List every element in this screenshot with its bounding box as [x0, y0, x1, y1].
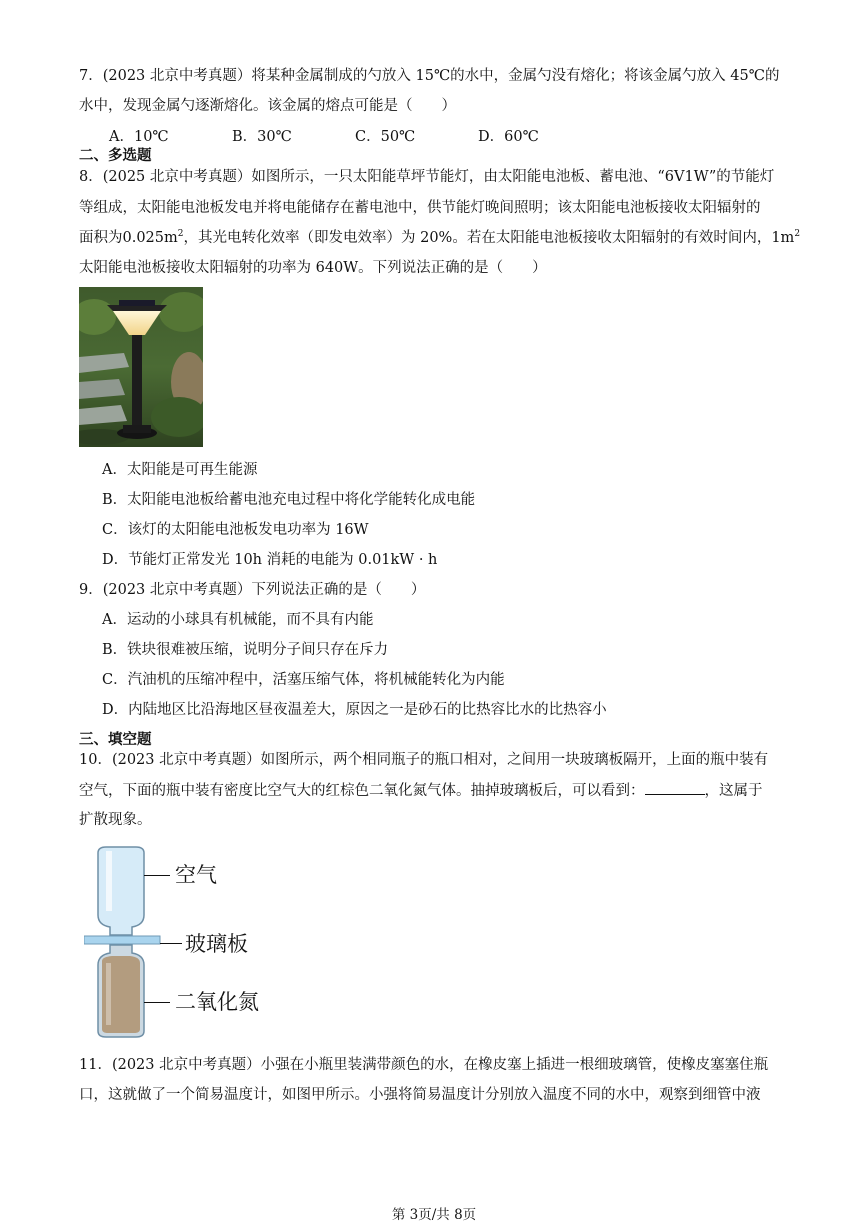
q8-option-c: C．该灯的太阳能电池板发电功率为 16W	[102, 522, 369, 538]
q8-line3-superscript-2: 2	[794, 229, 801, 240]
q9-option-a: A．运动的小球具有机械能，而不具有内能	[102, 612, 374, 628]
leader-line-glass-plate	[160, 943, 182, 944]
q8-line4: 太阳能电池板接收太阳辐射的功率为 640W。下列说法正确的是（ ）	[79, 260, 547, 276]
leader-line-air	[144, 875, 170, 876]
q8-line3	[79, 228, 800, 248]
q7-option-b: B．30℃	[232, 129, 292, 145]
q10-line2	[79, 780, 763, 801]
answer-blank[interactable]	[645, 780, 705, 795]
q7-option-d: D．60℃	[478, 129, 539, 145]
solar-lawn-lamp-photo	[79, 287, 203, 447]
q10-line2-suffix: ，这属于	[704, 783, 763, 799]
q11-line1: 11．(2023 北京中考真题）小强在小瓶里装满带颜色的水，在橡皮塞上插进一根细玻璃管，使橡皮塞塞住瓶	[79, 1057, 769, 1073]
q8-line3-part-b: ，其光电转化效率（即发电效率）为 20%。若在太阳能电池板接收太阳辐射的有效时间内，1m	[183, 230, 795, 246]
q8-option-a: A．太阳能是可再生能源	[102, 462, 258, 478]
page-footer: 第 3页/共 8页	[391, 1207, 477, 1223]
q8-line3-part-a: 面积为0.025m	[79, 230, 178, 246]
q10-line3: 扩散现象。	[79, 812, 152, 828]
q8-option-b: B．太阳能电池板给蓄电池充电过程中将化学能转化成电能	[102, 492, 476, 508]
q10-line1: 10．(2023 北京中考真题）如图所示，两个相同瓶子的瓶口相对，之间用一块玻璃板隔开，上面的瓶中装有	[79, 752, 769, 768]
bottle-diffusion-figure	[84, 845, 280, 1041]
q7-line2: 水中，发现金属勺逐渐熔化。该金属的熔点可能是（ ）	[79, 98, 456, 114]
label-glass-plate: 玻璃板	[185, 932, 248, 956]
q7-option-a: A．10℃	[109, 129, 169, 145]
section-heading-multiple-choice: 二、多选题	[79, 148, 152, 164]
q9-option-d: D．内陆地区比沿海地区昼夜温差大，原因之一是砂石的比热容比水的比热容小	[102, 702, 607, 718]
q8-line1: 8．(2025 北京中考真题）如图所示，一只太阳能草坪节能灯，由太阳能电池板、蓄电池、“6V1W”的节能灯	[79, 169, 775, 185]
q8-line3-superscript: 2	[177, 229, 184, 240]
q8-line2: 等组成，太阳能电池板发电并将电能储存在蓄电池中，供节能灯晚间照明；该太阳能电池板接收太阳辐射的	[79, 200, 761, 216]
leader-line-no2	[144, 1002, 170, 1003]
label-air: 空气	[175, 863, 217, 887]
section-heading-fill-in: 三、填空题	[79, 732, 152, 748]
label-no2: 二氧化氮	[175, 990, 259, 1014]
q10-line2-text: 空气，下面的瓶中装有密度比空气大的红棕色二氧化氮气体。抽掉玻璃板后，可以看到：	[79, 783, 645, 799]
q9-option-c: C．汽油机的压缩冲程中，活塞压缩气体，将机械能转化为内能	[102, 672, 505, 688]
q11-line2: 口，这就做了一个简易温度计，如图甲所示。小强将简易温度计分别放入温度不同的水中，观察到细管中液	[79, 1087, 761, 1103]
q7-option-c: C．50℃	[355, 129, 416, 145]
q9-option-b: B．铁块很难被压缩，说明分子间只存在斥力	[102, 642, 389, 658]
q7-line1: 7．(2023 北京中考真题）将某种金属制成的勺放入 15℃的水中，金属勺没有熔化；将该金属勺放入 45℃的	[79, 68, 780, 84]
q9-line1: 9．(2023 北京中考真题）下列说法正确的是（ ）	[79, 582, 426, 598]
q8-option-d: D．节能灯正常发光 10h 消耗的电能为 0.01kW · h	[102, 552, 438, 568]
